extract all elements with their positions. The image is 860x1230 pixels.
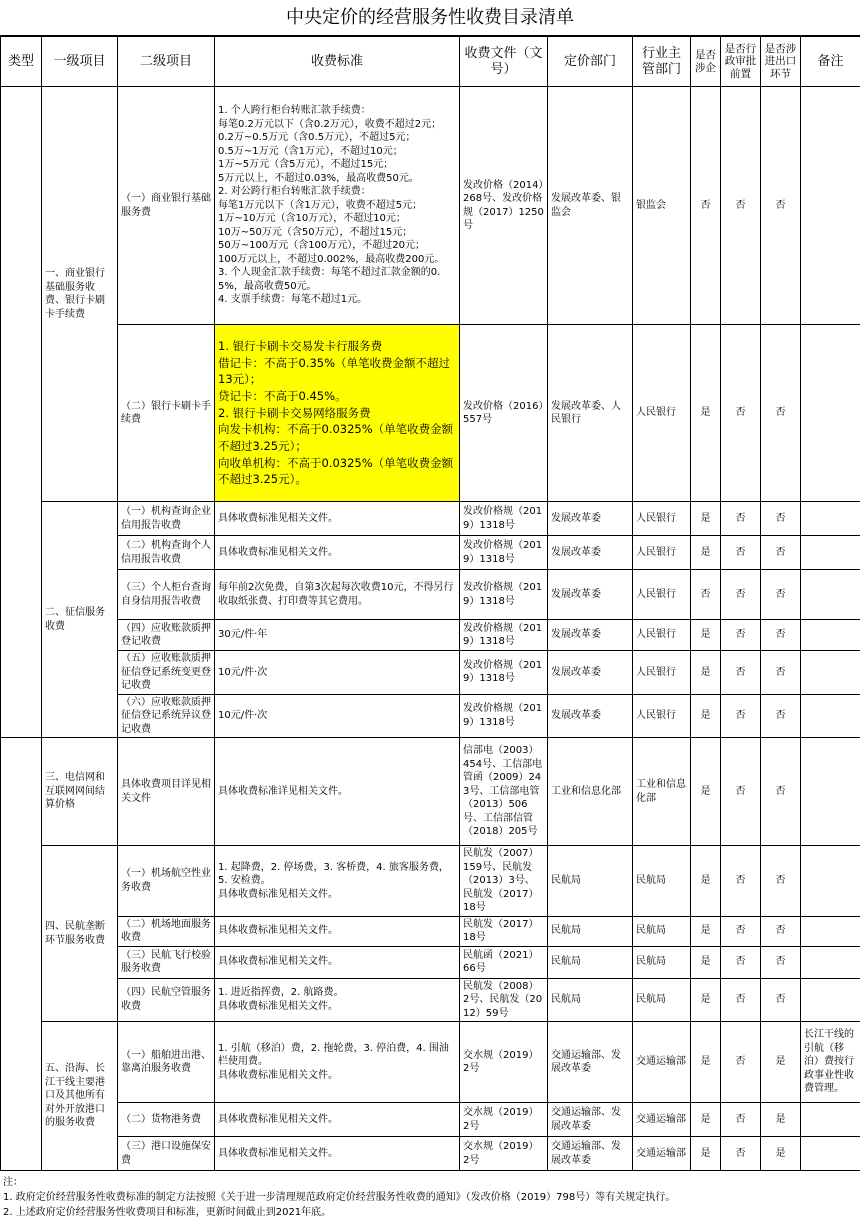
supervisor-dept-cell: 人民银行 bbox=[633, 651, 691, 695]
approval-flag-cell: 否 bbox=[721, 87, 761, 325]
fee-line: 1万~5万元（含5万元），不超过15元； bbox=[218, 159, 394, 171]
notes-section bbox=[0, 1171, 860, 1224]
supervisor-dept-cell: 人民银行 bbox=[633, 694, 691, 738]
approval-flag-cell: 否 bbox=[721, 620, 761, 651]
fee-document-cell: 交水规（2019）2号 bbox=[460, 1022, 548, 1103]
fee-line: 具体收费标准见相关文件。 bbox=[218, 956, 338, 968]
fee-line: 10元/件·次 bbox=[218, 710, 268, 721]
fee-document-cell: 民航发（2007）159号、民航发（2013）3号、民航发（2017）18号 bbox=[460, 846, 548, 917]
enterprise-flag-cell: 是 bbox=[691, 325, 721, 502]
supervisor-dept-cell: 人民银行 bbox=[633, 570, 691, 620]
table-row bbox=[1, 1137, 860, 1171]
import-export-flag-cell: 否 bbox=[761, 738, 801, 846]
fee-line: 10万~50万元（含50万元），不超过15元； bbox=[218, 226, 413, 238]
pricing-dept-cell: 交通运输部、发展改革委 bbox=[548, 1022, 633, 1103]
level2-cell: （一）商业银行基础服务费 bbox=[118, 87, 215, 325]
fee-line: 4. 支票手续费：每笔不超过1元。 bbox=[218, 294, 368, 306]
level2-cell: （一）机场航空性业务收费 bbox=[118, 846, 215, 917]
fee-line: 1万~10万元（含10万元），不超过10元； bbox=[218, 213, 406, 225]
enterprise-flag-cell: 是 bbox=[691, 1022, 721, 1103]
level2-cell: （三）个人柜台查询自身信用报告收费 bbox=[118, 570, 215, 620]
fee-document-cell: 发改价格规（2019）1318号 bbox=[460, 694, 548, 738]
fee-document-cell: 交水规（2019）2号 bbox=[460, 1137, 548, 1171]
import-export-flag-cell: 是 bbox=[761, 1137, 801, 1171]
level2-cell: （三）港口设施保安费 bbox=[118, 1137, 215, 1171]
supervisor-dept-cell: 银监会 bbox=[633, 87, 691, 325]
fee-line: 0.2万~0.5万元（含0.5万元），不超过5元； bbox=[218, 132, 416, 144]
import-export-flag-cell: 是 bbox=[761, 1103, 801, 1137]
enterprise-flag-cell: 是 bbox=[691, 846, 721, 917]
remark-cell bbox=[801, 694, 860, 738]
fee-standard-cell bbox=[215, 325, 460, 502]
fee-line: 1. 银行卡刷卡交易发卡行服务费 bbox=[218, 338, 383, 353]
fee-line: 具体收费标准见相关文件。 bbox=[218, 925, 338, 937]
fee-standard-cell bbox=[215, 1103, 460, 1137]
fee-catalog-table bbox=[0, 36, 860, 1171]
column-header: 收费文件（文号） bbox=[460, 37, 548, 87]
fee-line: 1. 引航（移泊）费，2. 拖轮费，3. 停泊费，4. 围油栏使用费。 bbox=[218, 1042, 449, 1068]
page-title: 中央定价的经营服务性收费目录清单 bbox=[0, 0, 860, 36]
level2-cell: （二）货物港务费 bbox=[118, 1103, 215, 1137]
column-header: 是否涉企 bbox=[691, 37, 721, 87]
approval-flag-cell: 否 bbox=[721, 946, 761, 978]
approval-flag-cell: 否 bbox=[721, 738, 761, 846]
import-export-flag-cell: 否 bbox=[761, 87, 801, 325]
approval-flag-cell: 否 bbox=[721, 502, 761, 536]
enterprise-flag-cell: 是 bbox=[691, 536, 721, 570]
remark-cell bbox=[801, 946, 860, 978]
import-export-flag-cell: 否 bbox=[761, 846, 801, 917]
fee-document-cell: 发改价格规（2019）1318号 bbox=[460, 536, 548, 570]
fee-line: 具体收费标准见相关文件。 bbox=[218, 1000, 338, 1012]
remark-cell bbox=[801, 651, 860, 695]
approval-flag-cell: 否 bbox=[721, 1103, 761, 1137]
enterprise-flag-cell: 是 bbox=[691, 946, 721, 978]
supervisor-dept-cell: 民航局 bbox=[633, 946, 691, 978]
category-cell bbox=[1, 738, 42, 1171]
pricing-dept-cell: 交通运输部、发展改革委 bbox=[548, 1103, 633, 1137]
fee-line: 每笔0.2万元以下（含0.2万元），收费不超过2元； bbox=[218, 118, 442, 130]
fee-standard-cell bbox=[215, 978, 460, 1022]
approval-flag-cell: 否 bbox=[721, 651, 761, 695]
import-export-flag-cell: 否 bbox=[761, 620, 801, 651]
fee-document-cell: 交水规（2019）2号 bbox=[460, 1103, 548, 1137]
fee-line: 具体收费标准详见相关文件。 bbox=[218, 785, 348, 797]
fee-standard-cell bbox=[215, 87, 460, 325]
enterprise-flag-cell: 是 bbox=[691, 620, 721, 651]
supervisor-dept-cell: 人民银行 bbox=[633, 536, 691, 570]
level2-cell: （四）应收账款质押登记收费 bbox=[118, 620, 215, 651]
column-header: 二级项目 bbox=[118, 37, 215, 87]
approval-flag-cell: 否 bbox=[721, 694, 761, 738]
remark-cell bbox=[801, 87, 860, 325]
level2-cell: （三）民航飞行校验服务收费 bbox=[118, 946, 215, 978]
fee-standard-cell bbox=[215, 738, 460, 846]
enterprise-flag-cell: 是 bbox=[691, 694, 721, 738]
level2-cell: （一）机构查询企业信用报告收费 bbox=[118, 502, 215, 536]
table-row bbox=[1, 570, 860, 620]
fee-document-cell: 信部电（2003）454号、工信部电管函（2009）243号、工信部电管（2013）506号、工信部信管（2018）205号 bbox=[460, 738, 548, 846]
fee-line: 具体收费标准见相关文件。 bbox=[218, 1069, 338, 1081]
notes-label: 注： bbox=[3, 1177, 23, 1188]
column-header: 一级项目 bbox=[42, 37, 118, 87]
enterprise-flag-cell: 是 bbox=[691, 738, 721, 846]
import-export-flag-cell: 否 bbox=[761, 916, 801, 946]
level2-cell: 具体收费项目详见相关文件 bbox=[118, 738, 215, 846]
remark-cell bbox=[801, 570, 860, 620]
pricing-dept-cell: 发展改革委 bbox=[548, 570, 633, 620]
table-header-row bbox=[1, 37, 860, 87]
fee-line: 1. 起降费，2. 停场费，3. 客桥费，4. 旅客服务费，5. 安检费。 bbox=[218, 861, 449, 886]
fee-standard-cell bbox=[215, 1137, 460, 1171]
column-header: 备注 bbox=[801, 37, 860, 87]
fee-document-cell: 发改价格规（2019）1318号 bbox=[460, 620, 548, 651]
approval-flag-cell: 否 bbox=[721, 978, 761, 1022]
level2-cell: （二）机构查询个人信用报告收费 bbox=[118, 536, 215, 570]
fee-line: 100万元以上，不超过0.002%，最高收费200元。 bbox=[218, 253, 445, 265]
level1-cell: 四、民航垄断环节服务收费 bbox=[42, 846, 118, 1022]
column-header: 定价部门 bbox=[548, 37, 633, 87]
pricing-dept-cell: 工业和信息化部 bbox=[548, 738, 633, 846]
enterprise-flag-cell: 是 bbox=[691, 502, 721, 536]
fee-line: 具体收费标准见相关文件。 bbox=[218, 512, 338, 524]
fee-line: 具体收费标准见相关文件。 bbox=[218, 546, 338, 558]
fee-line: 向发卡机构：不高于0.0325%（单笔收费金额不超过3.25元）； bbox=[218, 422, 454, 453]
column-header: 行业主管部门 bbox=[633, 37, 691, 87]
table-row bbox=[1, 978, 860, 1022]
remark-cell: 长江干线的引航（移泊）费按行政事业性收费管理。 bbox=[801, 1022, 860, 1103]
remark-cell bbox=[801, 978, 860, 1022]
import-export-flag-cell: 否 bbox=[761, 325, 801, 502]
remark-cell bbox=[801, 846, 860, 917]
fee-standard-cell bbox=[215, 536, 460, 570]
import-export-flag-cell: 否 bbox=[761, 694, 801, 738]
fee-line: 具体收费标准见相关文件。 bbox=[218, 1113, 338, 1125]
approval-flag-cell: 否 bbox=[721, 1137, 761, 1171]
fee-document-cell: 发改价格（2014）268号、发改价格规（2017）1250号 bbox=[460, 87, 548, 325]
note-line: 2. 上述政府定价经营服务性收费项目和标准，更新时间截止到2021年底。 bbox=[3, 1207, 332, 1218]
fee-line: 借记卡：不高于0.35%（单笔收费金额不超过13元）； bbox=[218, 355, 451, 387]
level2-cell: （二）机场地面服务收费 bbox=[118, 916, 215, 946]
pricing-dept-cell: 民航局 bbox=[548, 978, 633, 1022]
enterprise-flag-cell: 否 bbox=[691, 87, 721, 325]
table-row bbox=[1, 536, 860, 570]
supervisor-dept-cell: 民航局 bbox=[633, 846, 691, 917]
level2-cell: （六）应收账款质押征信登记系统异议登记收费 bbox=[118, 694, 215, 738]
category-cell bbox=[1, 87, 42, 738]
approval-flag-cell: 否 bbox=[721, 916, 761, 946]
level2-cell: （四）民航空管服务收费 bbox=[118, 978, 215, 1022]
fee-document-cell: 发改价格（2016）557号 bbox=[460, 325, 548, 502]
fee-document-cell: 发改价格规（2019）1318号 bbox=[460, 651, 548, 695]
supervisor-dept-cell: 交通运输部 bbox=[633, 1103, 691, 1137]
supervisor-dept-cell: 交通运输部 bbox=[633, 1022, 691, 1103]
note-line: 1. 政府定价经营服务性收费标准的制定方法按照《关于进一步清理规范政府定价经营服务性收费的通知》（发改价格（2019）798号）等有关规定执行。 bbox=[3, 1192, 676, 1203]
enterprise-flag-cell: 否 bbox=[691, 570, 721, 620]
pricing-dept-cell: 发展改革委 bbox=[548, 651, 633, 695]
level2-cell: （一）船舶进出港、靠离泊服务收费 bbox=[118, 1022, 215, 1103]
remark-cell bbox=[801, 325, 860, 502]
remark-cell bbox=[801, 502, 860, 536]
fee-document-cell: 民航发（2008）2号、民航发（2012）59号 bbox=[460, 978, 548, 1022]
fee-standard-cell bbox=[215, 651, 460, 695]
fee-line: 向收单机构：不高于0.0325%（单笔收费金额不超过3.25元）。 bbox=[218, 455, 454, 487]
fee-line: 具体收费标准见相关文件。 bbox=[218, 888, 338, 900]
enterprise-flag-cell: 是 bbox=[691, 651, 721, 695]
fee-document-cell: 民航发（2017）18号 bbox=[460, 916, 548, 946]
table-row bbox=[1, 1022, 860, 1103]
supervisor-dept-cell: 交通运输部 bbox=[633, 1137, 691, 1171]
approval-flag-cell: 否 bbox=[721, 325, 761, 502]
remark-cell bbox=[801, 536, 860, 570]
fee-line: 每笔1万元以下（含1万元），收费不超过5元； bbox=[218, 199, 423, 211]
table-row bbox=[1, 620, 860, 651]
supervisor-dept-cell: 人民银行 bbox=[633, 620, 691, 651]
table-row bbox=[1, 738, 860, 846]
pricing-dept-cell: 交通运输部、发展改革委 bbox=[548, 1137, 633, 1171]
fee-line: 5万元以上，不超过0.03%，最高收费50元。 bbox=[218, 172, 419, 184]
table-row bbox=[1, 916, 860, 946]
pricing-dept-cell: 发展改革委、银监会 bbox=[548, 87, 633, 325]
fee-standard-cell bbox=[215, 946, 460, 978]
import-export-flag-cell: 否 bbox=[761, 978, 801, 1022]
approval-flag-cell: 否 bbox=[721, 1022, 761, 1103]
import-export-flag-cell: 否 bbox=[761, 946, 801, 978]
fee-line: 贷记卡：不高于0.45%。 bbox=[218, 388, 347, 403]
approval-flag-cell: 否 bbox=[721, 536, 761, 570]
level1-cell: 二、征信服务收费 bbox=[42, 502, 118, 738]
import-export-flag-cell: 否 bbox=[761, 502, 801, 536]
fee-line: 2. 对公跨行柜台转账汇款手续费： bbox=[218, 186, 371, 198]
approval-flag-cell: 否 bbox=[721, 846, 761, 917]
fee-document-cell: 发改价格规（2019）1318号 bbox=[460, 570, 548, 620]
pricing-dept-cell: 发展改革委 bbox=[548, 620, 633, 651]
fee-standard-cell bbox=[215, 570, 460, 620]
remark-cell bbox=[801, 1137, 860, 1171]
table-row bbox=[1, 325, 860, 502]
fee-line: 0.5万~1万元（含1万元），不超过10元； bbox=[218, 145, 403, 157]
pricing-dept-cell: 发展改革委、人民银行 bbox=[548, 325, 633, 502]
column-header: 是否行政审批前置 bbox=[721, 37, 761, 87]
fee-document-cell: 民航函（2021）66号 bbox=[460, 946, 548, 978]
level2-cell: （五）应收账款质押征信登记系统变更登记收费 bbox=[118, 651, 215, 695]
level1-cell: 三、电信网和互联网网间结算价格 bbox=[42, 738, 118, 846]
supervisor-dept-cell: 民航局 bbox=[633, 916, 691, 946]
pricing-dept-cell: 发展改革委 bbox=[548, 536, 633, 570]
enterprise-flag-cell: 是 bbox=[691, 978, 721, 1022]
pricing-dept-cell: 民航局 bbox=[548, 946, 633, 978]
table-row bbox=[1, 846, 860, 917]
table-row bbox=[1, 502, 860, 536]
level1-cell: 一、商业银行基础服务收费、银行卡刷卡手续费 bbox=[42, 87, 118, 502]
fee-line: 30元/件·年 bbox=[218, 629, 268, 641]
fee-standard-cell bbox=[215, 502, 460, 536]
fee-line: 1. 进近指挥费，2. 航路费。 bbox=[218, 987, 344, 999]
fee-standard-cell bbox=[215, 846, 460, 917]
pricing-dept-cell: 发展改革委 bbox=[548, 502, 633, 536]
enterprise-flag-cell: 是 bbox=[691, 916, 721, 946]
enterprise-flag-cell: 是 bbox=[691, 1103, 721, 1137]
column-header: 收费标准 bbox=[215, 37, 460, 87]
supervisor-dept-cell: 工业和信息化部 bbox=[633, 738, 691, 846]
approval-flag-cell: 否 bbox=[721, 570, 761, 620]
table-row bbox=[1, 946, 860, 978]
table-row bbox=[1, 1103, 860, 1137]
level1-cell: 五、沿海、长江干线主要港口及其他所有对外开放港口的服务收费 bbox=[42, 1022, 118, 1171]
fee-standard-cell bbox=[215, 694, 460, 738]
import-export-flag-cell: 否 bbox=[761, 570, 801, 620]
column-header: 是否涉进出口环节 bbox=[761, 37, 801, 87]
column-header: 类型 bbox=[1, 37, 42, 87]
remark-cell bbox=[801, 738, 860, 846]
table-row bbox=[1, 651, 860, 695]
supervisor-dept-cell: 人民银行 bbox=[633, 325, 691, 502]
fee-line: 1. 个人跨行柜台转账汇款手续费： bbox=[218, 105, 371, 117]
fee-line: 每年前2次免费，自第3次起每次收费10元，不得另行收取纸张费、打印费等其它费用。 bbox=[218, 582, 454, 607]
pricing-dept-cell: 民航局 bbox=[548, 916, 633, 946]
remark-cell bbox=[801, 1103, 860, 1137]
fee-line: 2. 银行卡刷卡交易网络服务费 bbox=[218, 405, 371, 420]
pricing-dept-cell: 发展改革委 bbox=[548, 694, 633, 738]
fee-standard-cell bbox=[215, 1022, 460, 1103]
table-row bbox=[1, 694, 860, 738]
fee-standard-cell bbox=[215, 620, 460, 651]
supervisor-dept-cell: 民航局 bbox=[633, 978, 691, 1022]
fee-line: 具体收费标准见相关文件。 bbox=[218, 1147, 338, 1159]
import-export-flag-cell: 否 bbox=[761, 651, 801, 695]
remark-cell bbox=[801, 916, 860, 946]
enterprise-flag-cell: 是 bbox=[691, 1137, 721, 1171]
import-export-flag-cell: 否 bbox=[761, 536, 801, 570]
supervisor-dept-cell: 人民银行 bbox=[633, 502, 691, 536]
fee-line: 3. 个人现金汇款手续费：每笔不超过汇款金额的0.5%，最高收费50元。 bbox=[218, 267, 441, 292]
pricing-dept-cell: 民航局 bbox=[548, 846, 633, 917]
fee-document-cell: 发改价格规（2019）1318号 bbox=[460, 502, 548, 536]
fee-line: 50万~100万元（含100万元），不超过20元； bbox=[218, 240, 426, 252]
fee-standard-cell bbox=[215, 916, 460, 946]
level2-cell: （二）银行卡刷卡手续费 bbox=[118, 325, 215, 502]
import-export-flag-cell: 是 bbox=[761, 1022, 801, 1103]
table-row bbox=[1, 87, 860, 325]
remark-cell bbox=[801, 620, 860, 651]
fee-line: 10元/件·次 bbox=[218, 666, 268, 678]
